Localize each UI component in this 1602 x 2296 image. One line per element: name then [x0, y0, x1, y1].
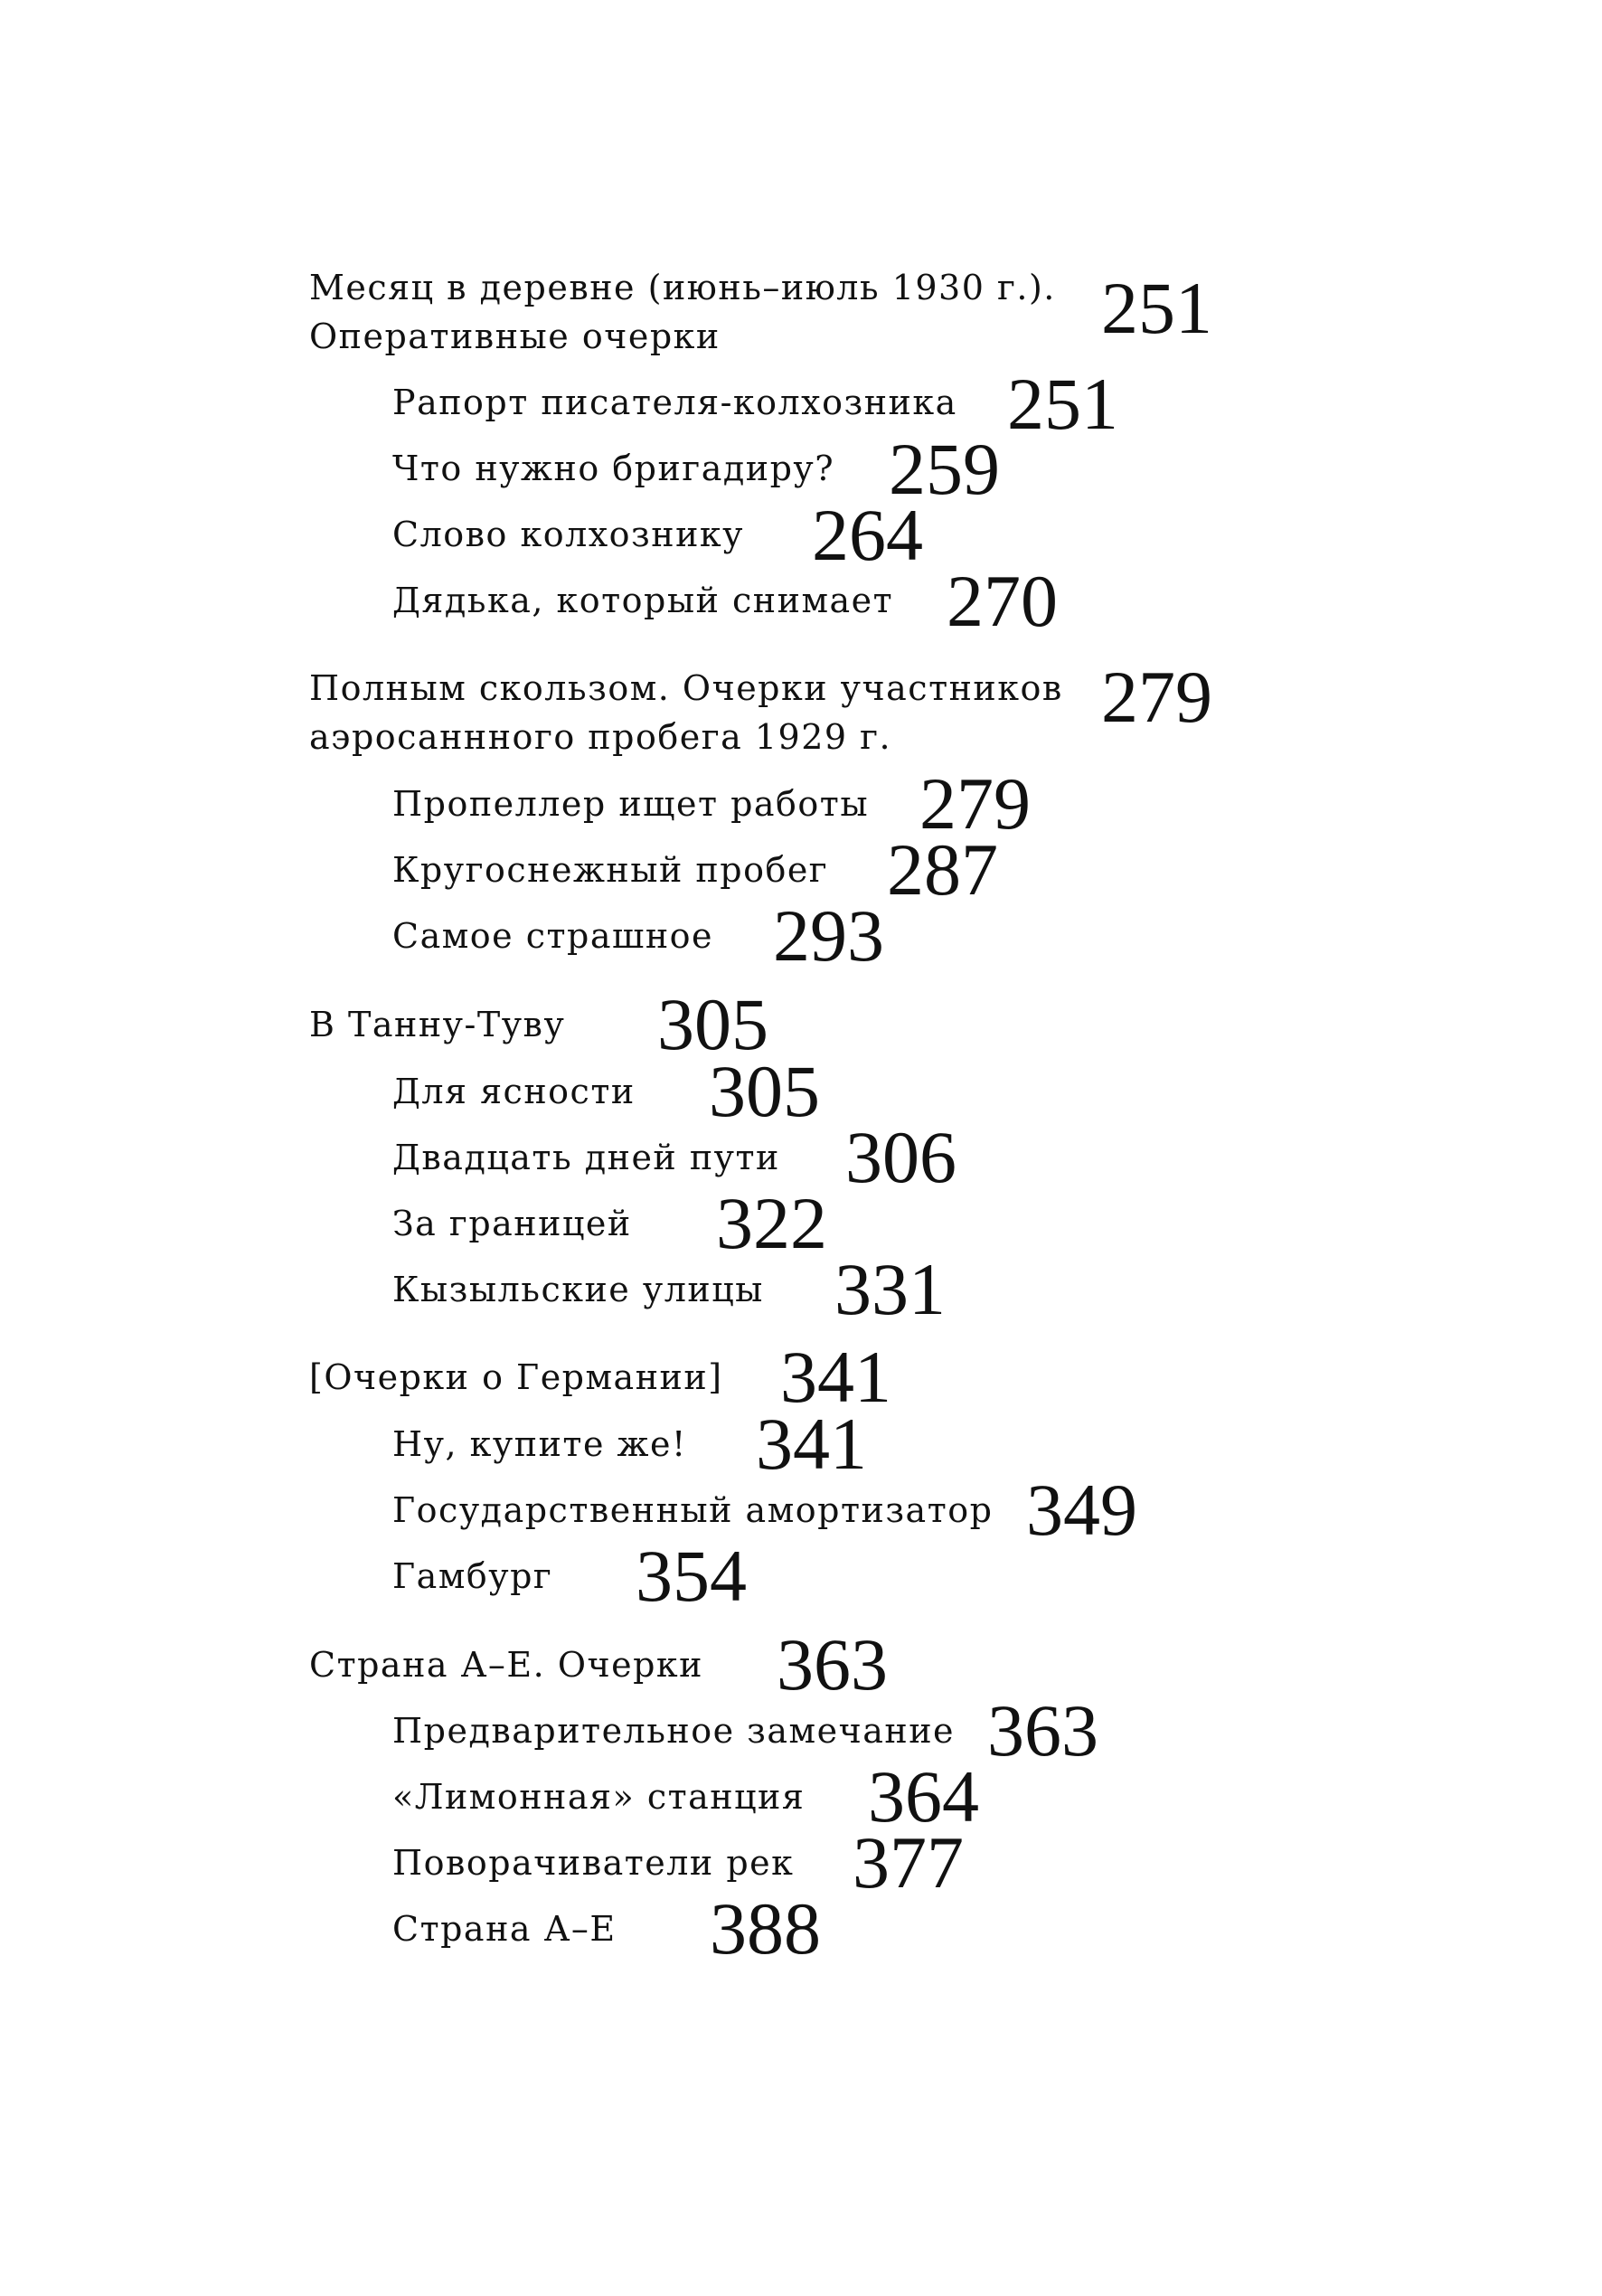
item-page-number: 377	[853, 1821, 964, 1904]
section-title-line: Страна А–Е. Очерки	[309, 1645, 703, 1685]
item-title: Рапорт писателя-колхозника	[392, 383, 957, 422]
item-page-number: 306	[845, 1116, 956, 1198]
item-title: Самое страшное	[392, 916, 714, 956]
item-page-number: 279	[919, 762, 1031, 845]
item-page-number: 341	[756, 1403, 867, 1485]
section-page-number: 305	[657, 983, 768, 1065]
item-page-number: 364	[868, 1755, 979, 1838]
section-title-line: Оперативные очерки	[309, 317, 721, 356]
item-title: Поворачиватели рек	[392, 1843, 795, 1883]
item-page-number: 264	[812, 494, 923, 576]
section-page-number: 279	[1101, 656, 1212, 738]
item-page-number: 388	[710, 1887, 821, 1970]
item-title: Кызыльские улицы	[392, 1270, 764, 1309]
section-title-line: Месяц в деревне (июнь–июль 1930 г.).	[309, 268, 1056, 307]
item-title: Пропеллер ищет работы	[392, 784, 870, 824]
section-page-number: 363	[777, 1623, 888, 1705]
item-page-number: 331	[834, 1248, 946, 1330]
section-title-line: [Очерки о Германии]	[309, 1357, 723, 1397]
section-page-number: 251	[1101, 267, 1212, 349]
item-title: «Лимонная» станция	[392, 1777, 806, 1817]
item-page-number: 363	[987, 1689, 1098, 1772]
item-title: Двадцать дней пути	[392, 1138, 780, 1177]
item-page-number: 287	[887, 828, 998, 911]
section-title-line: Полным скользом. Очерки участников	[309, 668, 1063, 708]
item-page-number: 270	[947, 560, 1058, 642]
item-title: Слово колхознику	[392, 515, 745, 554]
item-page-number: 251	[1007, 363, 1118, 445]
section-page-number: 341	[780, 1336, 891, 1418]
item-title: Ну, купите же!	[392, 1424, 687, 1464]
item-page-number: 293	[773, 894, 884, 977]
item-page-number: 349	[1026, 1469, 1137, 1551]
item-title: Гамбург	[392, 1556, 553, 1596]
item-title: Предварительное замечание	[392, 1711, 956, 1751]
item-title: Государственный амортизатор	[392, 1490, 994, 1530]
item-title: Что нужно бригадиру?	[392, 449, 835, 488]
item-title: За границей	[392, 1204, 632, 1243]
item-title: Кругоснежный пробег	[392, 850, 829, 890]
section-title-line: В Танну-Туву	[309, 1005, 566, 1044]
section-title-line: аэросаннного пробега 1929 г.	[309, 717, 892, 757]
item-title: Дядька, который снимает	[392, 581, 894, 620]
item-page-number: 305	[709, 1050, 820, 1132]
item-page-number: 354	[636, 1535, 747, 1617]
item-page-number: 322	[716, 1182, 827, 1264]
item-title: Для ясности	[392, 1072, 636, 1111]
item-title: Страна А–Е	[392, 1909, 617, 1949]
item-page-number: 259	[889, 428, 1000, 510]
